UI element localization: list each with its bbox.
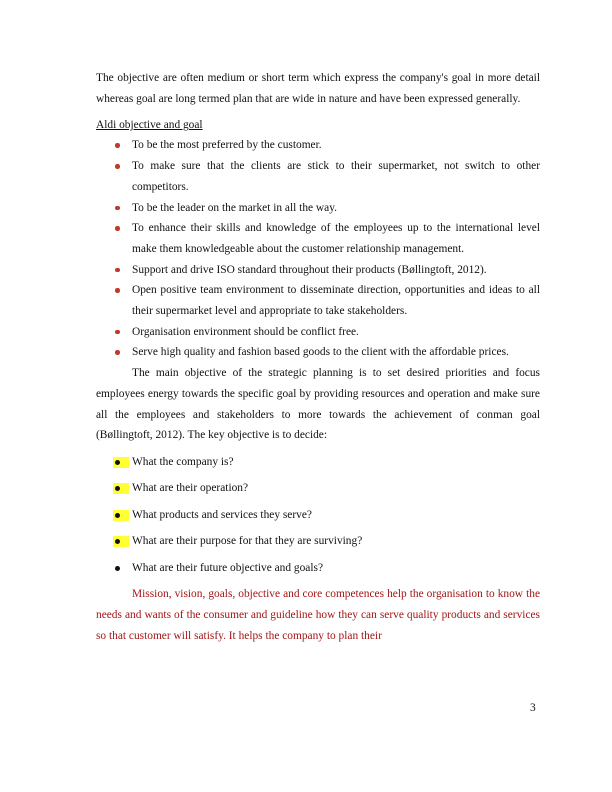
page-number: 3 [530, 702, 536, 714]
bullet-icon [115, 226, 120, 231]
bullet-icon [115, 143, 120, 148]
bullet-icon [115, 288, 120, 293]
highlight-mark [113, 483, 129, 494]
closing-paragraph: Mission, vision, goals, objective and core competences help the organisation to know the needs and wants of the consumer and guideline how they can serve quality products and services so that customer will satisfy. It helps the company to plan their [96, 588, 540, 642]
bullet-icon [115, 330, 120, 335]
list-item: To enhance their skills and knowledge of the employees up to the international level make them knowledgeable about the customer relationship management. [96, 218, 540, 259]
section-heading: Aldi objective and goal [96, 119, 203, 132]
list-item: Serve high quality and fashion based goods to the client with the affordable prices. [96, 342, 540, 363]
intro-paragraph: The objective are often medium or short term which express the company's goal in more detail whereas goal are long termed plan that are wide in nature and have been expressed generally. [96, 72, 540, 105]
list-item: What are their purpose for that they are surviving? [96, 531, 540, 552]
list-item: Organisation environment should be conflict free. [96, 322, 540, 343]
bullet-icon [115, 486, 120, 491]
highlight-mark [113, 536, 129, 547]
bullet-icon [115, 460, 120, 465]
list-item: To make sure that the clients are stick to their supermarket, not switch to other competitors. [96, 156, 540, 197]
main-paragraph: The main objective of the strategic planning is to set desired priorities and focus employees energy towards the specific goal by providing resources and operation and make sure all the employees and stakeholders to more towards the achievement of conman goal (Bøllingtoft, 2012). The key objective is to decide: [96, 367, 540, 442]
bullet-icon [115, 268, 120, 273]
list-item: What products and services they serve? [96, 505, 540, 526]
list-item: To be the leader on the market in all the way. [96, 198, 540, 219]
bullet-wrap [113, 563, 129, 574]
list-item: To be the most preferred by the customer. [96, 135, 540, 156]
bullet-icon [115, 513, 120, 518]
highlight-mark [113, 457, 129, 468]
list-item: What are their operation? [96, 478, 540, 499]
bullet-icon [115, 539, 120, 544]
bullet-icon [115, 164, 120, 169]
list-item: Open positive team environment to disseminate direction, opportunities and ideas to all their supermarket level and appropriate to take stakeholders. [96, 280, 540, 321]
list-item: What are their future objective and goals? [96, 558, 540, 579]
list-item: Support and drive ISO standard throughout their products (Bøllingtoft, 2012). [96, 260, 540, 281]
objectives-list [96, 135, 540, 363]
bullet-icon [115, 206, 120, 211]
key-questions-list [96, 452, 540, 578]
document-page [96, 68, 540, 646]
highlight-mark [113, 510, 129, 521]
bullet-icon [115, 350, 120, 355]
list-item: What the company is? [96, 452, 540, 473]
bullet-icon [115, 566, 120, 571]
